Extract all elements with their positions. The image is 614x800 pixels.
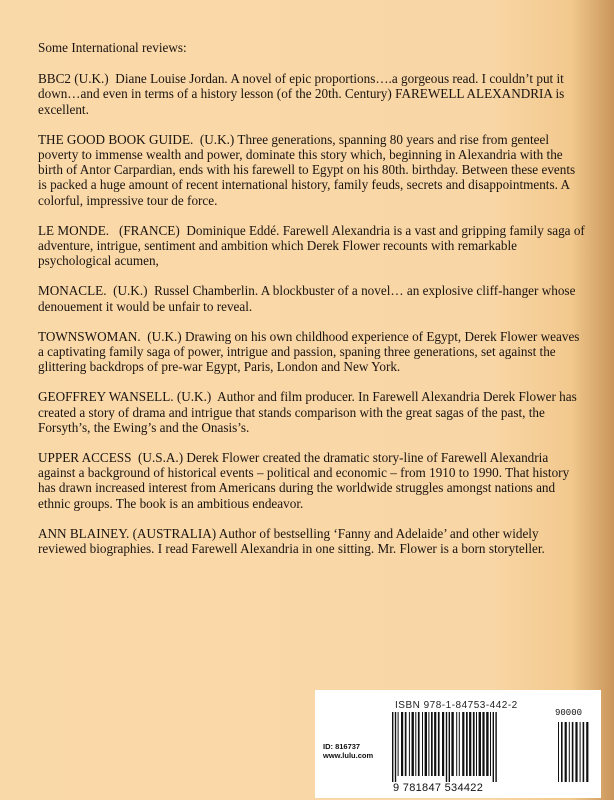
barcode-bar — [409, 712, 410, 776]
review-source: LE MONDE. (FRANCE) Dominique Eddé. — [38, 222, 280, 238]
barcode-bar — [469, 712, 471, 776]
barcode-bar — [456, 712, 457, 776]
lulu-site: www.lulu.com — [323, 751, 374, 760]
barcode-bar — [479, 712, 481, 776]
addon-bar — [561, 722, 563, 782]
review-le-monde — [38, 223, 586, 269]
barcode-bar — [459, 712, 460, 776]
review-monacle — [38, 283, 586, 313]
barcode-bar — [473, 712, 475, 776]
addon-bar — [586, 722, 588, 782]
barcode-bar — [442, 712, 444, 776]
review-text: In Farewell Alexandria Derek Flower has created a story of drama and intrigue that stands comparison with the great sagas of the past, the Forsyth’s, the Ewing’s and the Onasis’s. — [38, 389, 577, 435]
barcode-bar — [401, 712, 403, 776]
reviews-section — [38, 40, 586, 571]
barcode-bar — [438, 712, 440, 776]
barcode-bar — [495, 712, 496, 782]
barcode-bar — [449, 712, 450, 782]
review-text: Three generations, spanning 80 years and rise from genteel poverty to immense wealth and power, dominate this story which, beginning in Alexandria with the birth of Antor Carpardian, ends with his farewell to Egypt on his 80th. birthday. Between these events is packed a huge amount of recent international history, family feuds, secrets and disappointments. A colorful, impressive tour de force. — [38, 131, 576, 208]
barcode-box — [315, 690, 601, 798]
review-bbc2 — [38, 71, 586, 117]
review-text: Author of bestselling ‘Fanny and Adelaide’ and other widely reviewed biographies. I read Farewell Alexandria in one sitting. Mr. Flower is a born storyteller. — [38, 525, 545, 557]
review-upper-access — [38, 450, 586, 511]
barcode-bar — [415, 712, 416, 776]
barcode-bar — [431, 712, 433, 776]
barcode-bar — [412, 712, 414, 776]
barcode-bar — [418, 712, 420, 776]
barcode-bar — [476, 712, 477, 776]
barcode-bar — [493, 712, 494, 782]
barcode-bar — [398, 712, 399, 776]
barcode-bar — [422, 712, 423, 776]
barcode-bar — [425, 712, 427, 776]
review-text: A blockbuster of a novel… an explosive cliff-hanger whose denouement it would be unfair to reveal. — [38, 283, 576, 314]
barcode-bar — [434, 712, 436, 776]
review-geoffrey-wansell — [38, 389, 586, 435]
price-code: 90000 — [555, 708, 583, 718]
review-text: Derek Flower created the dramatic story-line of Farewell Alexandria against a background of historical events – political and economic – from 1910 to 1990. That history has drawn increased interest from Americans during the worldwide struggles amongst nations and ethnic groups. The book is an ambitious endeavor. — [38, 450, 570, 511]
barcode-bar — [482, 712, 484, 776]
isbn-text: ISBN 978-1-84753-442-2 — [395, 700, 518, 711]
review-text: Farewell Alexandria is a vast and gripping family saga of adventure, intrigue, sentiment and ambition which Derek Flower recounts with remarkable psychological acumen, — [38, 222, 585, 269]
addon-bar — [580, 722, 581, 782]
review-townswoman — [38, 329, 586, 375]
review-text: A novel of epic proportions….a gorgeous read. I couldn’t put it down…and even in terms of a history lesson (of the 20th. Century) FAREWELL ALEXANDRIA is excellent. — [38, 71, 565, 117]
review-good-book-guide — [38, 132, 586, 208]
review-source: TOWNSWOMAN. (U.K.) — [38, 328, 182, 344]
intro-heading: Some International reviews: — [38, 40, 187, 55]
addon-bar — [583, 722, 585, 782]
addon-bar — [569, 722, 570, 782]
review-source: BBC2 (U.K.) Diane Louise Jordan. — [38, 71, 228, 87]
barcode-bar — [392, 712, 393, 782]
review-text: Drawing on his own childhood experience of Egypt, Derek Flower weaves a captivating family saga of power, intrigue and passion, spaning three generations, set against the glittering backdrops of pre-war Egypt, Paris, London and New York. — [38, 328, 580, 375]
review-source: GEOFFREY WANSELL. (U.K.) Author and film producer. — [38, 389, 355, 405]
lulu-id: ID: 816737 — [323, 742, 361, 751]
barcode-bar — [451, 712, 453, 776]
ean-digits: 9 781847 534422 — [393, 782, 484, 794]
review-source: MONACLE. (U.K.) Russel Chamberlin. — [38, 283, 259, 299]
barcode-bar — [462, 712, 464, 776]
addon-bar — [572, 722, 574, 782]
review-ann-blainey — [38, 526, 586, 556]
barcode-bar — [395, 712, 396, 782]
review-source: THE GOOD BOOK GUIDE. (U.K.) — [38, 131, 235, 147]
barcode-bar — [490, 712, 491, 776]
addon-bar — [575, 722, 577, 782]
review-source: UPPER ACCESS (U.S.A.) — [38, 450, 184, 466]
barcode-image — [390, 712, 590, 782]
review-source: ANN BLAINEY. (AUSTRALIA) — [38, 525, 217, 541]
barcode-bar — [466, 712, 468, 776]
lulu-id-label — [323, 742, 373, 760]
barcode-bar — [405, 712, 407, 776]
barcode-bar — [446, 712, 447, 782]
addon-bar — [558, 722, 559, 782]
barcode-bar — [428, 712, 429, 776]
addon-bar — [565, 722, 567, 782]
barcode-bar — [486, 712, 488, 776]
